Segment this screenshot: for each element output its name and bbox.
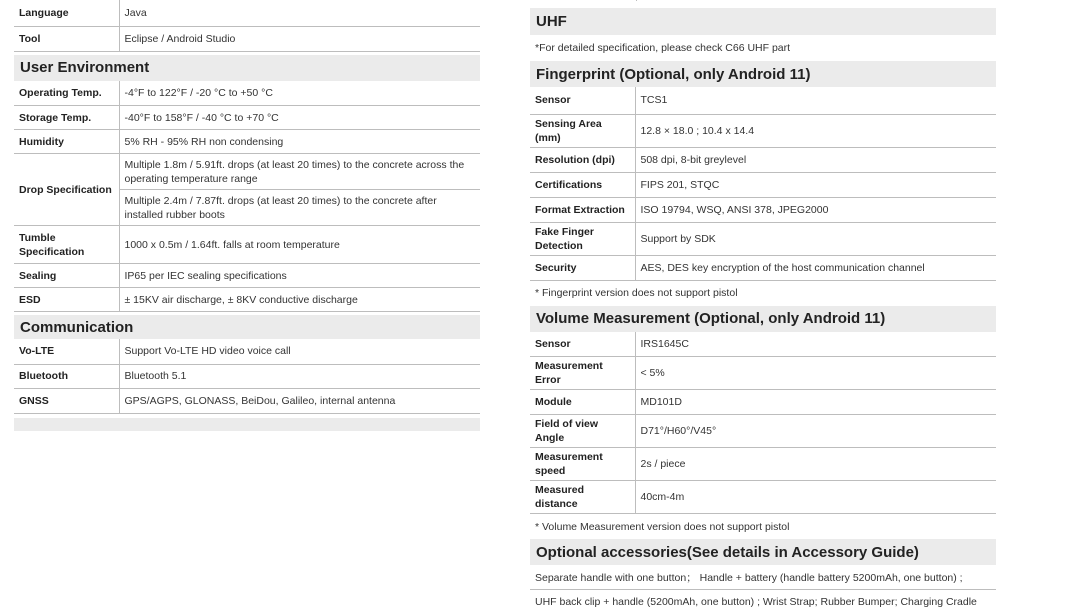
row-key: Format Extraction <box>530 197 635 222</box>
row-value: < 5% <box>635 357 996 390</box>
row-value: ISO 19794, WSQ, ANSI 378, JPEG2000 <box>635 197 996 222</box>
table-row <box>14 264 480 288</box>
communication-table <box>14 339 480 414</box>
table-row <box>530 448 996 481</box>
accessories-line: Separate handle with one button； Handle + battery (handle battery 5200mAh, one button) ; <box>530 565 996 590</box>
table-row <box>14 388 480 413</box>
row-key: Sealing <box>14 264 119 288</box>
row-value: IRS1645C <box>635 332 996 357</box>
row-key: Humidity <box>14 130 119 154</box>
row-value: Multiple 1.8m / 5.91ft. drops (at least 20 times) to the concrete across the operating temperature range <box>119 154 480 190</box>
row-key: Tool <box>14 26 119 51</box>
row-key: Sensor <box>530 87 635 114</box>
row-key: Field of view Angle <box>530 415 635 448</box>
dev-tools-table <box>14 0 480 52</box>
table-row <box>530 357 996 390</box>
table-row <box>14 288 480 312</box>
row-value: Eclipse / Android Studio <box>119 26 480 51</box>
row-value: 1000 x 0.5m / 1.64ft. falls at room temperature <box>119 226 480 264</box>
volume-measurement-heading: Volume Measurement (Optional, only Android 11) <box>530 306 996 332</box>
user-environment-heading: User Environment <box>14 55 480 81</box>
row-value: Java <box>119 0 480 26</box>
row-key: Bluetooth <box>14 364 119 388</box>
row-key: Certifications <box>530 172 635 197</box>
table-row <box>14 106 480 130</box>
top-divider <box>530 0 996 1</box>
row-value: Support by SDK <box>635 222 996 255</box>
row-value: TCS1 <box>635 87 996 114</box>
table-row <box>14 339 480 364</box>
row-key: Fake Finger Detection <box>530 222 635 255</box>
row-value: 5% RH - 95% RH non condensing <box>119 130 480 154</box>
fingerprint-table <box>530 87 996 281</box>
table-row <box>530 390 996 415</box>
fingerprint-heading: Fingerprint (Optional, only Android 11) <box>530 61 996 87</box>
row-value: 40cm-4m <box>635 481 996 514</box>
row-value: GPS/AGPS, GLONASS, BeiDou, Galileo, internal antenna <box>119 388 480 413</box>
row-value: AES, DES key encryption of the host communication channel <box>635 255 996 280</box>
row-value: MD101D <box>635 390 996 415</box>
volume-measurement-table <box>530 332 996 515</box>
table-row <box>530 222 996 255</box>
row-value: -40°F to 158°F / -40 °C to +70 °C <box>119 106 480 130</box>
section-footer-bar <box>14 418 480 431</box>
row-key: Security <box>530 255 635 280</box>
accessories-heading: Optional accessories(See details in Accessory Guide) <box>530 539 996 565</box>
table-row <box>530 415 996 448</box>
right-spec-column <box>530 8 996 614</box>
row-value: ± 15KV air discharge, ± 8KV conductive discharge <box>119 288 480 312</box>
table-row <box>530 481 996 514</box>
table-row <box>530 87 996 114</box>
uhf-note: *For detailed specification, please check C66 UHF part <box>535 42 791 54</box>
table-row <box>530 147 996 172</box>
row-key: Resolution (dpi) <box>530 147 635 172</box>
table-row <box>530 197 996 222</box>
row-value: -4°F to 122°F / -20 °C to +50 °C <box>119 81 480 106</box>
row-value: D71°/H60°/V45° <box>635 415 996 448</box>
row-key: Vo-LTE <box>14 339 119 364</box>
row-key: Storage Temp. <box>14 106 119 130</box>
row-value: 2s / piece <box>635 448 996 481</box>
table-row <box>14 226 480 264</box>
row-key: Operating Temp. <box>14 81 119 106</box>
fingerprint-note: * Fingerprint version does not support pistol <box>535 287 738 299</box>
row-value: Bluetooth 5.1 <box>119 364 480 388</box>
table-row <box>14 0 480 26</box>
user-environment-table <box>14 81 480 313</box>
row-value: 12.8 × 18.0 ; 10.4 x 14.4 <box>635 114 996 147</box>
row-key: Sensing Area (mm) <box>530 114 635 147</box>
row-key: Module <box>530 390 635 415</box>
row-value: 508 dpi, 8-bit greylevel <box>635 147 996 172</box>
row-value: Multiple 2.4m / 7.87ft. drops (at least 20 times) to the concrete after installed rubber boots <box>119 190 480 226</box>
accessories-line: UHF back clip + handle (5200mAh, one button) ; Wrist Strap; Rubber Bumper; Charging Cradle <box>535 596 977 608</box>
row-key: Measurement speed <box>530 448 635 481</box>
table-row <box>530 114 996 147</box>
uhf-heading: UHF <box>530 8 996 35</box>
table-row <box>14 130 480 154</box>
row-key: Sensor <box>530 332 635 357</box>
row-key: ESD <box>14 288 119 312</box>
row-value: Support Vo-LTE HD video voice call <box>119 339 480 364</box>
left-spec-column <box>14 0 480 431</box>
row-key: Measurement Error <box>530 357 635 390</box>
table-row <box>14 81 480 106</box>
table-row <box>14 26 480 51</box>
row-key: Language <box>14 0 119 26</box>
row-key: Tumble Specification <box>14 226 119 264</box>
table-row <box>14 154 480 190</box>
row-key: Drop Specification <box>14 154 119 226</box>
communication-heading: Communication <box>14 315 480 339</box>
table-row <box>530 255 996 280</box>
table-row <box>530 172 996 197</box>
row-key: Measured distance <box>530 481 635 514</box>
row-value: FIPS 201, STQC <box>635 172 996 197</box>
row-key: GNSS <box>14 388 119 413</box>
table-row <box>14 364 480 388</box>
volume-note: * Volume Measurement version does not support pistol <box>535 520 790 533</box>
table-row <box>530 332 996 357</box>
row-value: IP65 per IEC sealing specifications <box>119 264 480 288</box>
